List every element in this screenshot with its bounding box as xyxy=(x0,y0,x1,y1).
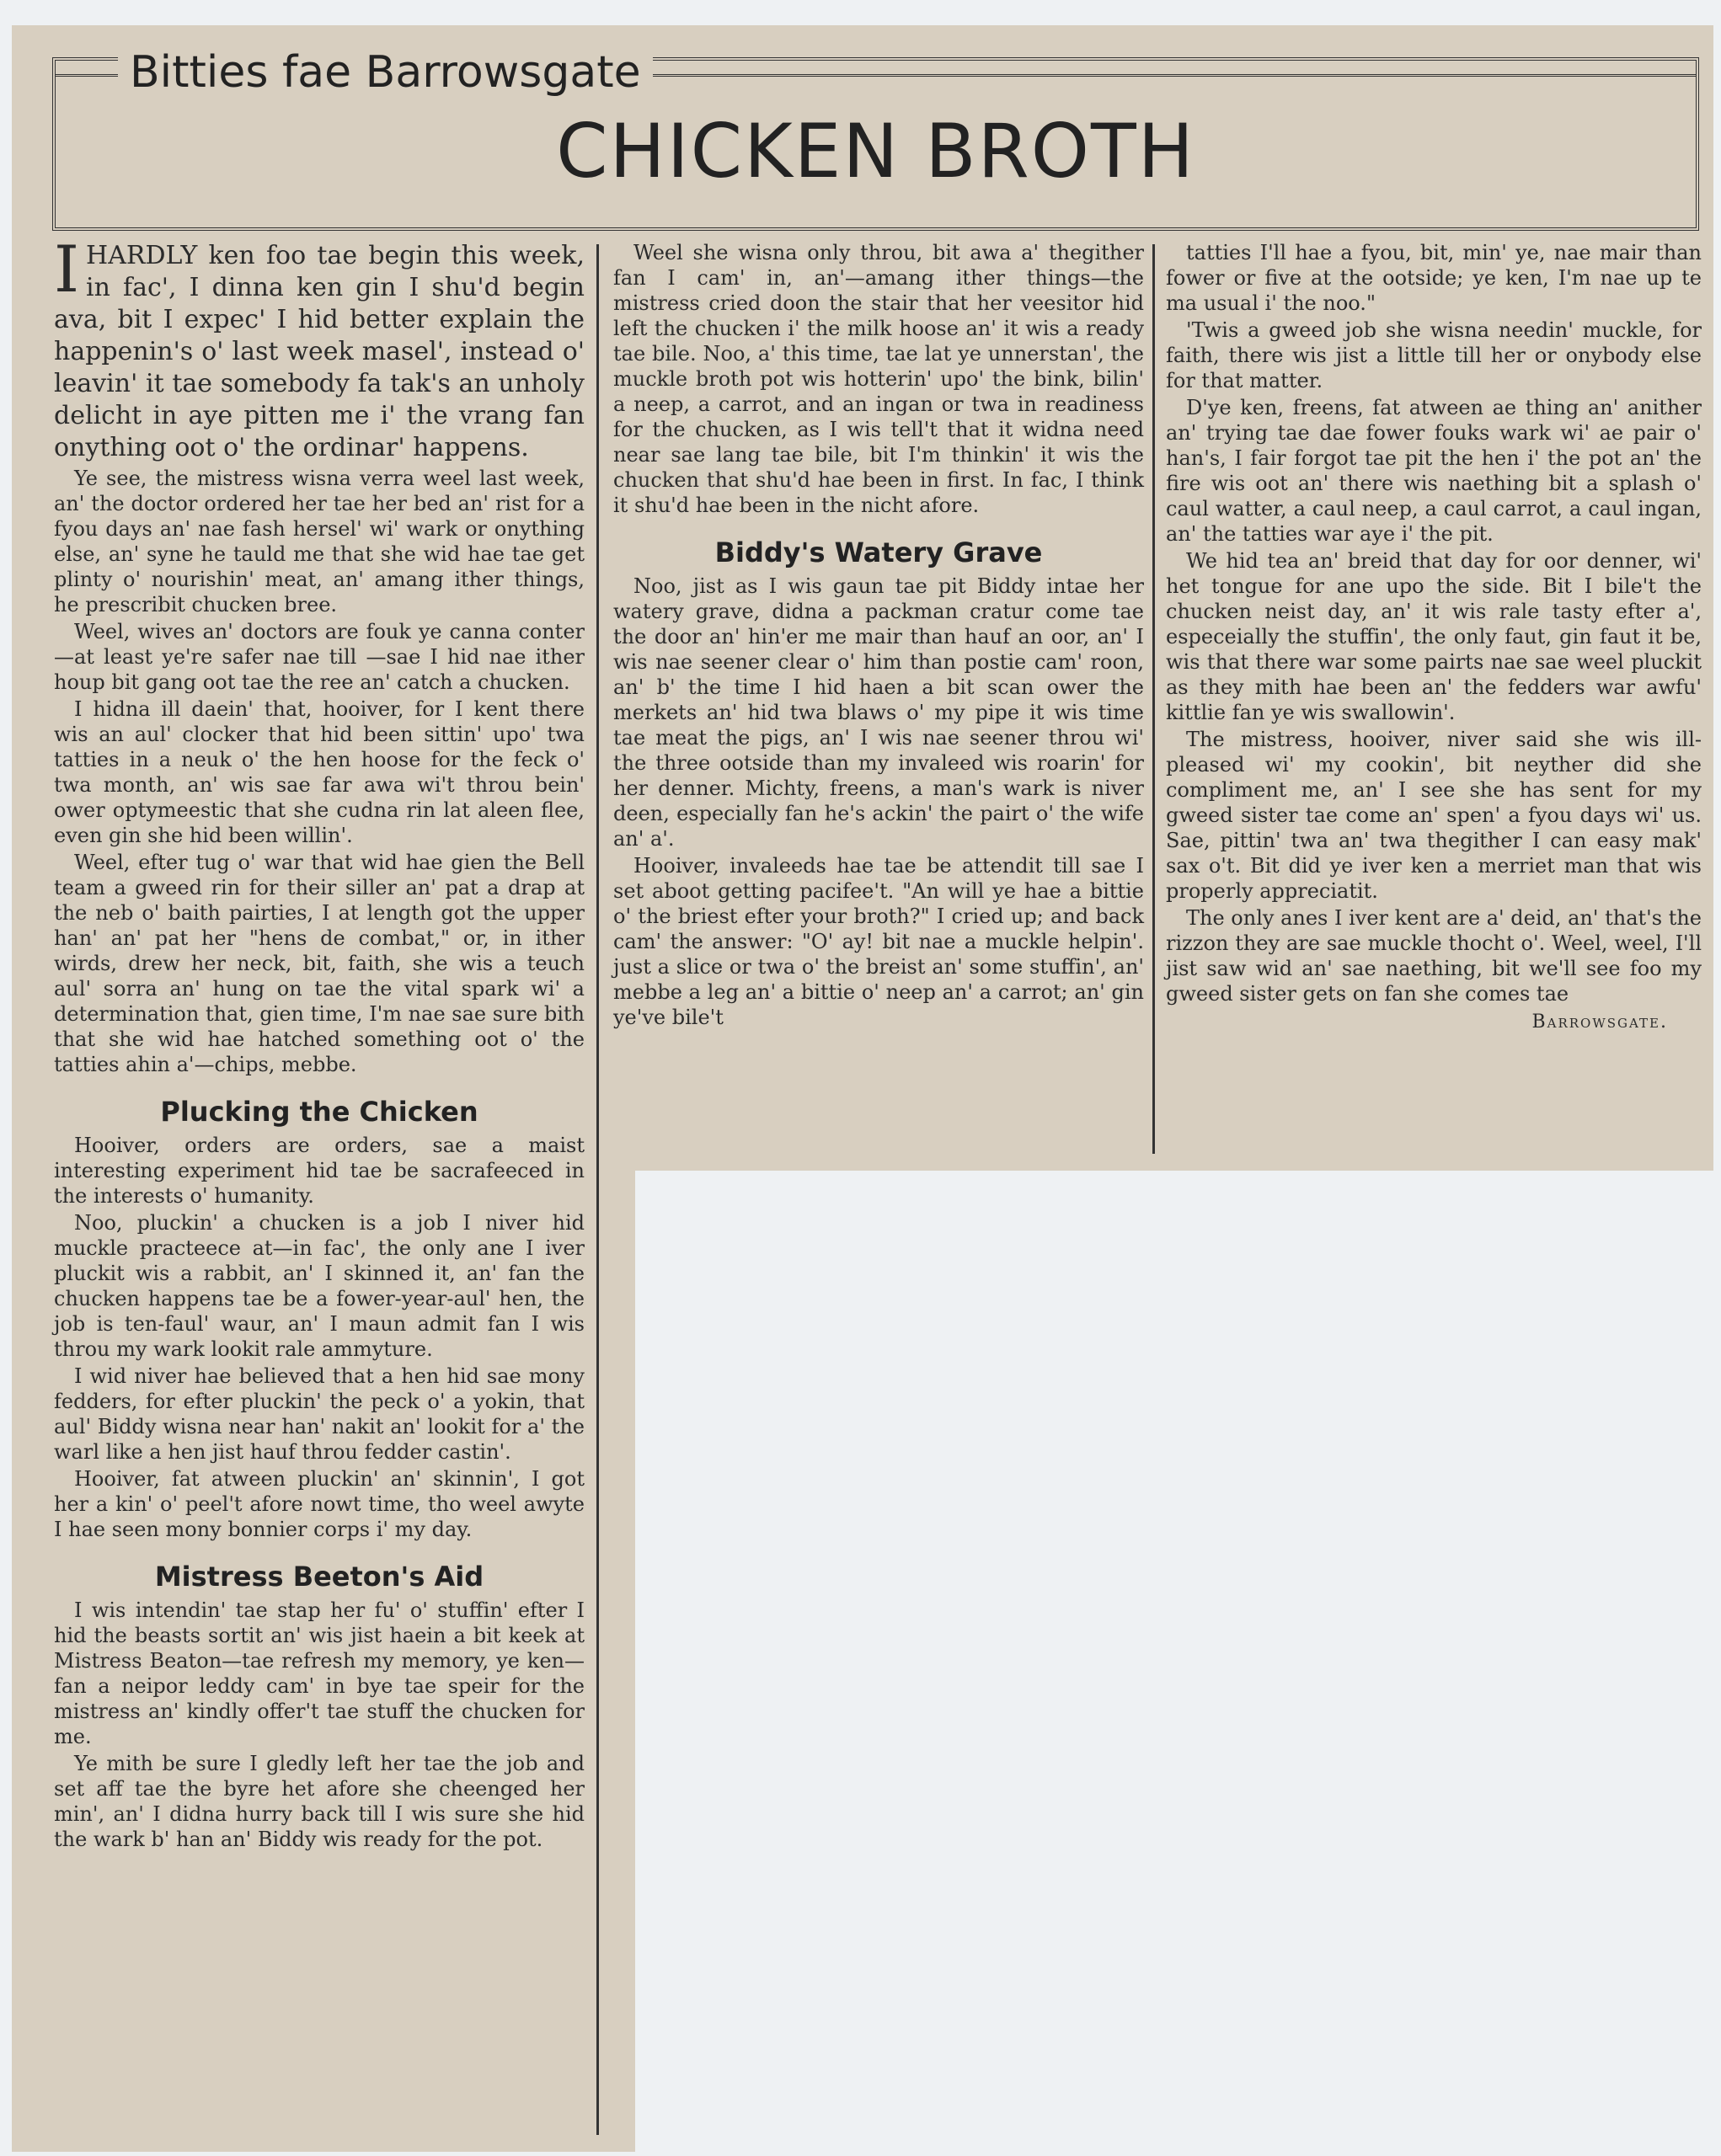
paragraph: Weel, efter tug o' war that wid hae gien the Bell team a gweed rin for their siller an' pat a drap at the neb o' baith pairties, I at length got the upper han' an' pat her "hens de combat," or, in ither wirds, drew her neck, bit, faith, she wis a teuch aul' sorra an' hung on tae the vital spark wi' a determination that, gien time, I'm nae sae sure bith that she wid hae hatched something oot o' the tatties ahin a'—chips, mebbe. xyxy=(54,851,585,1076)
article-header xyxy=(52,47,1699,231)
paragraph: We hid tea an' breid that day for oor denner, wi' het tongue for ane upo the side. Bit I bile't the chucken neist day, an' it wis rale tasty efter a', especeially the stuffin', the only faut, gin faut it be, wis that there war some pairts nae sae weel pluckit as they mith hae been an' the fedders war awfu' kittlie fan ye wis swallowin'. xyxy=(1166,549,1702,724)
paragraph: Ye mith be sure I gledly left her tae the job and set aff tae the byre het afore she cheenged her min', an' I didna hurry back till I wis sure she hid the wark b' han an' Biddy wis ready for the pot. xyxy=(54,1752,585,1851)
paragraph: 'Twis a gweed job she wisna needin' muckle, for faith, there wis jist a little till her or onybody else for that matter. xyxy=(1166,318,1702,392)
paragraph: D'ye ken, freens, fat atween ae thing an' anither an' trying tae dae fower fouks wark wi' ae pair o' han's, I fair forgot tae pit the hen i' the pot an' the fire wis oot an' there wis naething bit a splash o' caul watter, a caul neep, a caul carrot, a caul ingan, an' the tatties war aye i' the pit. xyxy=(1166,396,1702,546)
column-divider-2 xyxy=(1152,244,1155,1154)
author-signature: Barrowsgate. xyxy=(1531,1011,1668,1033)
paragraph: I wid niver hae believed that a hen hid sae mony fedders, for efter pluckin' the peck o' a yokin, that aul' Biddy wisna near han' nakit an' lookit for a' the warl like a hen jist hauf throu fedder castin'. xyxy=(54,1364,585,1464)
paragraph: Hooiver, invaleeds hae tae be attendit till sae I set aboot getting pacifee't. "An will ye hae a bittie o' the briest efter your broth?" I cried up; and back cam' the answer: "O' ay! bit nae a muckle helpin'. just a slice or twa o' the breist an' some stuffin', an' mebbe a leg an' a bittie o' neep an' a carrot; an' gin ye've bile't xyxy=(613,854,1144,1029)
paragraph: Hooiver, orders are orders, sae a maist interesting experiment hid tae be sacrafeeced in the interests o' humanity. xyxy=(54,1134,585,1208)
article-column-3 xyxy=(1166,240,1702,1035)
subheading-beeton: Mistress Beeton's Aid xyxy=(154,1561,484,1593)
subheading-watery-grave: Biddy's Watery Grave xyxy=(714,536,1043,568)
column-divider-1 xyxy=(596,244,599,2135)
paragraph: The only anes I iver kent are a' deid, an' that's the rizzon they are sae muckle thocht o'. Weel, weel, I'll jist saw wid an' sae naething, bit we'll see foo my gweed sister gets on fan she comes tae xyxy=(1166,906,1702,1006)
paragraph: tatties I'll hae a fyou, bit, min' ye, nae mair than fower or five at the ootside; ye ken, I'm nae up te ma usual i' the noo." xyxy=(1166,241,1702,315)
subheading-plucking: Plucking the Chicken xyxy=(160,1096,478,1128)
drop-cap: I xyxy=(54,232,80,307)
column-kicker: Bitties fae Barrowsgate xyxy=(118,47,653,98)
lead-paragraph xyxy=(54,232,585,464)
paragraph: Weel she wisna only throu, bit awa a' thegither fan I cam' in, an'—amang ither things—the mistress cried doon the stair that her veesitor hid left the chucken i' the milk hoose an' it wis a ready tae bile. Noo, a' this time, tae lat ye unnerstan', the muckle broth pot wis hotterin' upo' the bink, bilin' a neep, a carrot, and an ingan or twa in readiness for the chucken, as I wis tell't that it widna need near sae lang tae bile, bit I'm thinkin' it wis the chucken that shu'd hae been in first. In fac, I think it shu'd hae been in the nicht afore. xyxy=(613,241,1144,517)
article-column-1 xyxy=(54,232,585,1854)
headline: CHICKEN BROTH xyxy=(556,108,1195,195)
paragraph: Noo, jist as I wis gaun tae pit Biddy intae her watery grave, didna a packman cratur come tae the door an' hin'er me mair than hauf an oor, an' I wis nae seener clear o' him than postie cam' roon, an' b' the time I hid haen a bit scan ower the merkets an' hid twa blaws o' my pipe it wis time tae meat the pigs, an' I wis nae seener throu wi' the three ootside than my invaleed wis roarin' for her denner. Michty, freens, a man's wark is niver deen, especially fan he's ackin' the pairt o' the wife an' a'. xyxy=(613,574,1144,851)
paragraph: I hidna ill daein' that, hooiver, for I kent there wis an aul' clocker that hid been sittin' upo' twa tatties in a neuk o' the hen hoose for the feck o' twa month, an' wis sae far awa wi't throu bein' ower optymeestic that she cudna rin lat aleen flee, even gin she hid been willin'. xyxy=(54,697,585,847)
paragraph: The mistress, hooiver, niver said she wis ill-pleased wi' my cookin', bit neyther did she compliment me, an' I see she has sent for my gweed sister tae come an' spen' a fyou days wi' us. Sae, pittin' twa an' twa thegither I can easy mak' sax o't. Bit did ye iver ken a merriet man that wis properly appreciatit. xyxy=(1166,728,1702,903)
paragraph: Hooiver, fat atween pluckin' an' skinnin', I got her a kin' o' peel't afore nowt time, tho weel awyte I hae seen mony bonnier corps i' my day. xyxy=(54,1467,585,1541)
paragraph: Noo, pluckin' a chucken is a job I niver hid muckle practeece at—in fac', the only ane I iver pluckit wis a rabbit, an' I skinned it, an' fan the chucken happens tae be a fower-year-aul' hen, the job is ten-faul' waur, an' I maun admit fan I wis throu my wark lookit rale ammyture. xyxy=(54,1211,585,1361)
lead-text: HARDLY ken foo tae begin this week, in fac', I dinna ken gin I shu'd begin ava, bit I expec' I hid better explain the happenin's o' last week masel', instead o' leavin' it tae somebody fa tak's an unholy delicht in aye pitten me i' the vrang fan onything oot o' the ordinar' happens. xyxy=(54,241,585,462)
paragraph: Weel, wives an' doctors are fouk ye canna conter—at least ye're safer nae till —sae I hid nae ither houp bit gang oot tae the ree an' catch a chucken. xyxy=(54,620,585,694)
paragraph: Ye see, the mistress wisna verra weel last week, an' the doctor ordered her tae her bed an' rist for a fyou days an' nae fash hersel' wi' wark or onything else, an' syne he tauld me that she wid hae tae get plinty o' nourishin' meat, an' amang ither things, he prescribit chucken bree. xyxy=(54,467,585,616)
paragraph: I wis intendin' tae stap her fu' o' stuffin' efter I hid the beasts sortit an' wis jist haein a bit keek at Mistress Beaton—tae refresh my memory, ye ken—fan a neipor leddy cam' in bye tae speir for the mistress an' kindly offer't tae stuff the chucken for me. xyxy=(54,1598,585,1748)
article-column-2 xyxy=(613,240,1144,1032)
